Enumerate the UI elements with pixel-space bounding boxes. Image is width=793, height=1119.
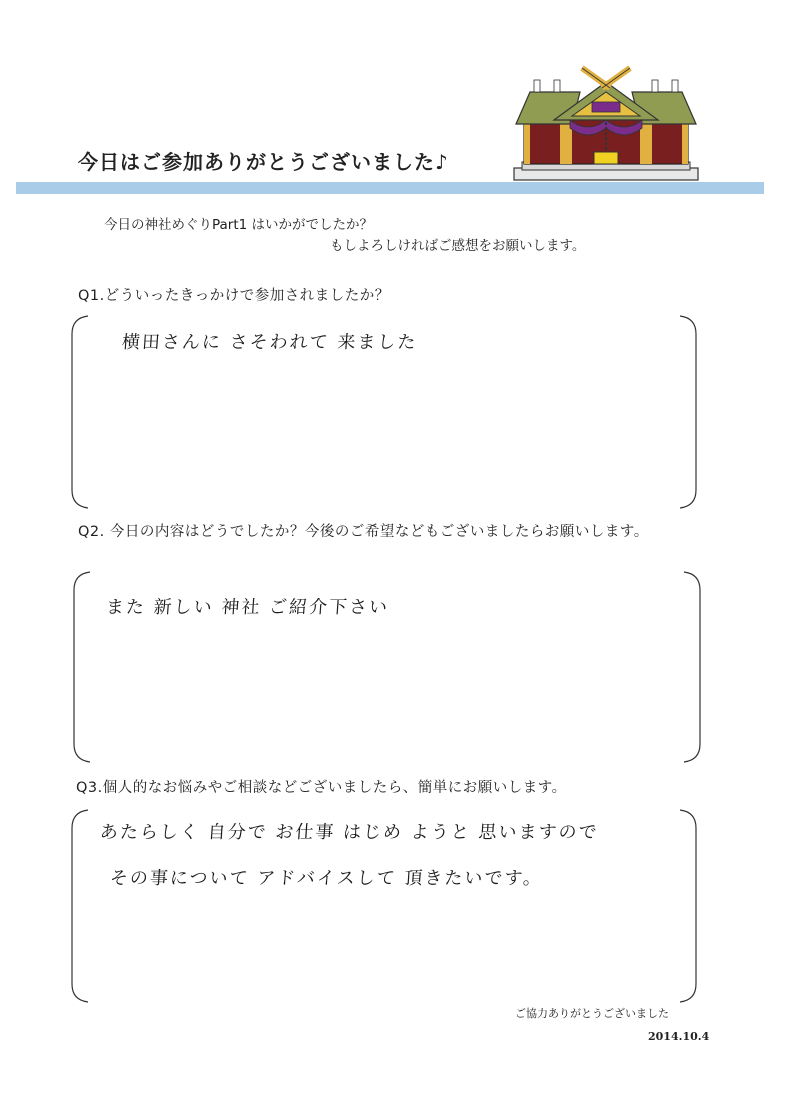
date-label: 2014.10.4 <box>648 1030 710 1043</box>
answer-2-bracket-right <box>682 570 702 764</box>
question-3-label: Q3.個人的なお悩みやご相談などございましたら、簡単にお願いします。 <box>76 780 567 796</box>
answer-1-text[interactable]: 横田さんに さそわれて 来ました <box>121 332 419 353</box>
answer-3-bracket-right <box>678 808 698 1004</box>
answer-1-bracket-right <box>678 314 698 510</box>
answer-2-text[interactable]: また 新しい 神社 ご紹介下さい <box>105 597 390 618</box>
answer-1-bracket-left <box>70 314 90 510</box>
page-title: 今日はご参加ありがとうございました♪ <box>78 150 449 174</box>
shrine-icon <box>510 60 710 185</box>
answer-3-text-line-2[interactable]: その事について アドバイスして 頂きたいです。 <box>109 868 544 889</box>
question-1-label: Q1.どういったきっかけで参加されましたか？ <box>78 288 390 304</box>
header-band <box>16 182 764 194</box>
answer-2-bracket-left <box>72 570 92 764</box>
answer-3-text-line-1[interactable]: あたらしく 自分で お仕事 はじめ ようと 思いますので <box>99 822 600 843</box>
question-2-label: Q2. 今日の内容はどうでしたか？今後のご希望などもございましたらお願いします。 <box>78 524 649 540</box>
intro-line-1: 今日の神社めぐりPart1 はいかがでしたか？ <box>104 217 374 233</box>
intro-line-2: もしよろしければご感想をお願いします。 <box>330 238 586 254</box>
thanks-note: ご協力ありがとうございました <box>515 1007 669 1020</box>
answer-3-bracket-left <box>70 808 90 1004</box>
